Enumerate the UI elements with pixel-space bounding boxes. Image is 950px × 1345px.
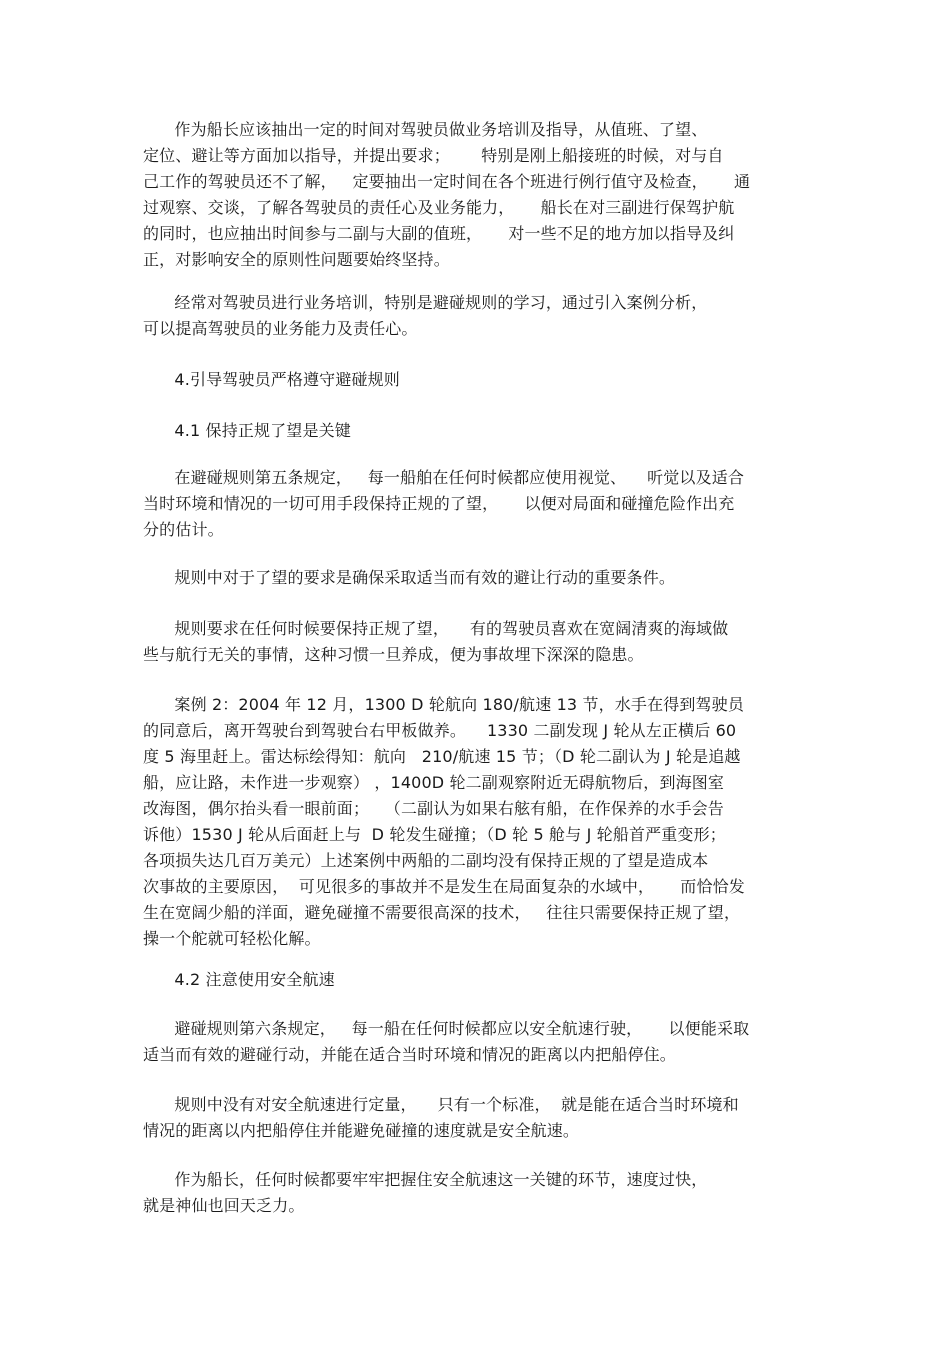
text-line: 些与航行无关的事情，这种习惯一旦养成，便为事故埋下深深的隐患。	[143, 645, 644, 664]
text-line: 的同意后，离开驾驶台到驾驶台右甲板做养。 1330 二副发现 J 轮从左正横后 60	[143, 721, 737, 740]
heading-line: 4.1 保持正规了望是关键	[143, 421, 351, 440]
text-line: 次事故的主要原因， 可见很多的事故并不是发生在局面复杂的水域中， 而恰恰发	[143, 877, 745, 896]
text-line: 己工作的驾驶员还不了解， 定要抽出一定时间在各个班进行例行值守及检查， 通	[143, 172, 751, 191]
text-line: 作为船长，任何时候都要牢牢把握住安全航速这一关键的环节，速度过快，	[143, 1170, 708, 1189]
text-line: 的同时，也应抽出时间参与二副与大副的值班， 对一些不足的地方加以指导及纠	[143, 224, 735, 243]
heading-line: 4.引导驾驶员严格遵守避碰规则	[143, 370, 400, 389]
text-line: 操一个舵就可轻松化解。	[143, 929, 321, 948]
text-line: 正，对影响安全的原则性问题要始终坚持。	[143, 250, 450, 269]
paragraph-case-study-2	[143, 692, 808, 952]
text-line: 诉他）1530 J 轮从后面赶上与 D 轮发生碰撞；（D 轮 5 舱与 J 轮船首严重变形；	[143, 825, 726, 844]
text-line: 当时环境和情况的一切可用手段保持正规的了望， 以便对局面和碰撞危险作出充	[143, 494, 735, 513]
text-line: 规则要求在任何时候要保持正规了望， 有的驾驶员喜欢在宽阔清爽的海域做	[143, 619, 729, 638]
section-heading-4	[143, 367, 808, 393]
paragraph-captain-training	[143, 117, 808, 273]
text-line: 生在宽阔少船的洋面，避免碰撞不需要很高深的技术， 往往只需要保持正规了望，	[143, 903, 741, 922]
paragraph-rule-five	[143, 465, 808, 543]
text-line: 过观察、交谈，了解各驾驶员的责任心及业务能力， 船长在对三副进行保驾护航	[143, 198, 735, 217]
section-heading-4-2	[143, 967, 808, 993]
text-line: 各项损失达几百万美元）上述案例中两船的二副均没有保持正规的了望是造成本	[143, 851, 709, 870]
paragraph-captain-safe-speed	[143, 1167, 808, 1219]
text-line: 经常对驾驶员进行业务培训，特别是避碰规则的学习，通过引入案例分析，	[143, 293, 708, 312]
text-line: 可以提高驾驶员的业务能力及责任心。	[143, 319, 418, 338]
text-line: 作为船长应该抽出一定的时间对驾驶员做业务培训及指导，从值班、了望、	[143, 120, 708, 139]
text-line: 定位、避让等方面加以指导，并提出要求； 特别是刚上船接班的时候，对与自	[143, 146, 724, 165]
text-line: 情况的距离以内把船停住并能避免碰撞的速度就是安全航速。	[143, 1121, 580, 1140]
text-line: 在避碰规则第五条规定， 每一船舶在任何时候都应使用视觉、 听觉以及适合	[143, 468, 745, 487]
text-line: 规则中没有对安全航速进行定量， 只有一个标准， 就是能在适合当时环境和	[143, 1095, 739, 1114]
text-line: 避碰规则第六条规定， 每一船在任何时候都应以安全航速行驶， 以便能采取	[143, 1019, 750, 1038]
paragraph-safe-speed-standard	[143, 1092, 808, 1144]
heading-line: 4.2 注意使用安全航速	[143, 970, 335, 989]
text-line: 就是神仙也回天乏力。	[143, 1196, 305, 1215]
paragraph-keep-lookout	[143, 616, 808, 668]
text-line: 适当而有效的避碰行动，并能在适合当时环境和情况的距离以内把船停住。	[143, 1045, 676, 1064]
text-line: 度 5 海里赶上。雷达标绘得知：航向 210/航速 15 节；（D 轮二副认为 J 轮是追越	[143, 747, 741, 766]
text-line: 船，应让路，未作进一步观察） ，1400D 轮二副观察附近无碍航物后，到海图室	[143, 773, 725, 792]
paragraph-rule-six	[143, 1016, 808, 1068]
text-line: 改海图，偶尔抬头看一眼前面； （二副认为如果右舷有船，在作保养的水手会告	[143, 799, 724, 818]
text-line: 规则中对于了望的要求是确保采取适当而有效的避让行动的重要条件。	[143, 568, 676, 587]
section-heading-4-1	[143, 418, 808, 444]
text-line: 分的估计。	[143, 520, 224, 539]
text-line: 案例 2：2004 年 12 月，1300 D 轮航向 180/航速 13 节，水手在得到驾驶员	[143, 695, 744, 714]
paragraph-regular-training	[143, 290, 808, 342]
paragraph-lookout-requirement	[143, 565, 808, 591]
